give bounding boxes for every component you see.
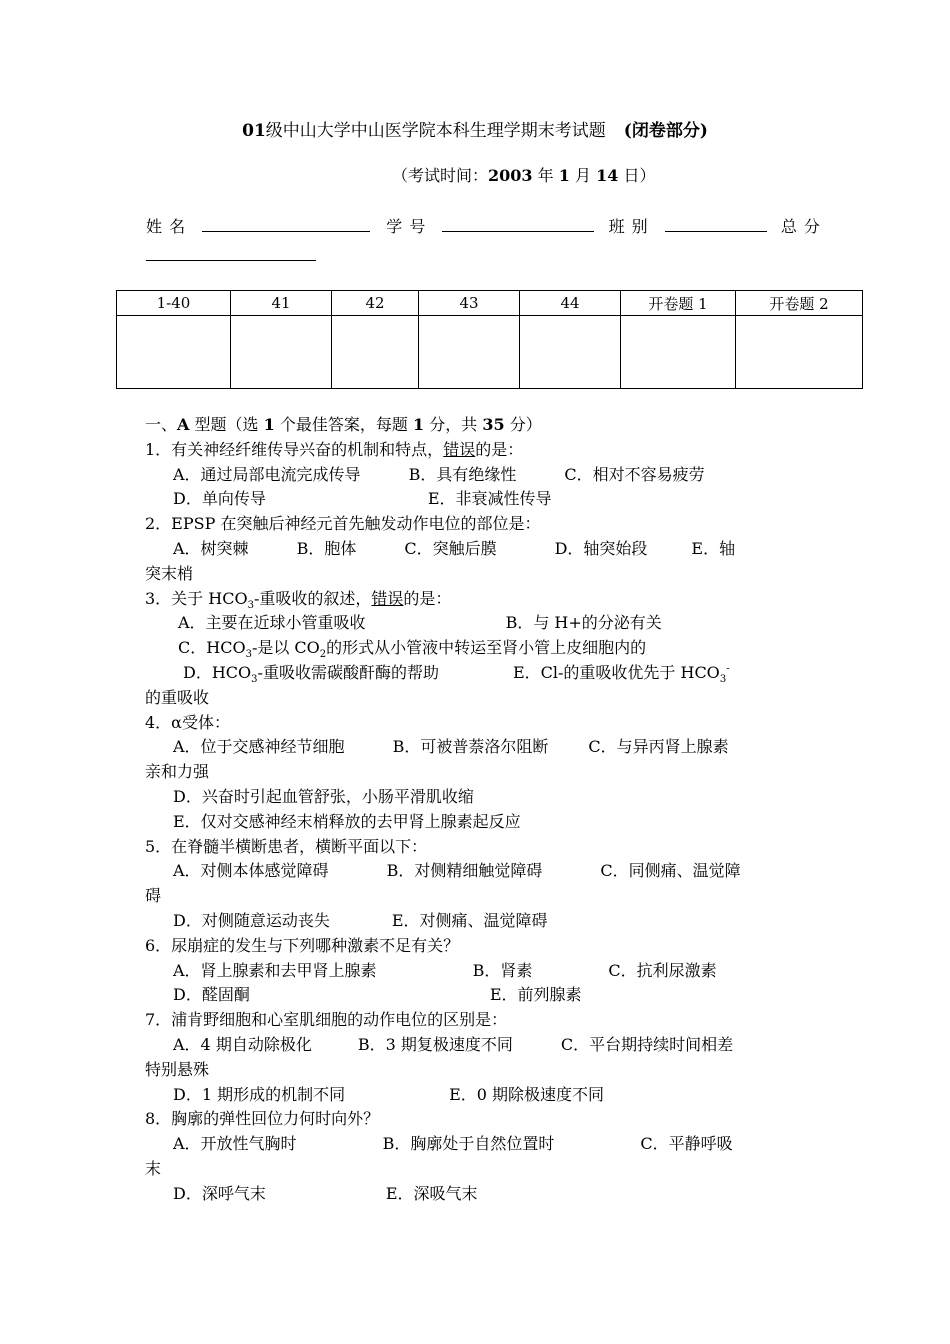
question-stem: 4．α受体： [145, 712, 230, 732]
option[interactable]: A．主要在近球小管重吸收 [178, 613, 366, 633]
score-col-header: 开卷题 2 [736, 291, 863, 316]
option[interactable]: C．$HCO_3-$是以 $CO_2$的形式从小管液中转运至肾小管上皮细胞内的 [178, 638, 647, 661]
options-row [145, 959, 815, 984]
options-row [145, 810, 815, 835]
total-field-row [146, 246, 316, 265]
score-col-header: 43 [419, 291, 520, 316]
option[interactable]: B．可被普萘洛尔阻断 [392, 737, 549, 757]
option[interactable]: A．通过局部电流完成传导 [173, 464, 361, 484]
option[interactable]: E．Cl-的重吸收优先于 $HCO_3^-$ [512, 662, 730, 686]
question-stem: 2．EPSP 在突触后神经元首先触发动作电位的部位是： [145, 514, 541, 534]
title-grade: 01 [242, 121, 266, 141]
option[interactable]: C．同侧痛、温觉障 [600, 861, 741, 881]
score-col-header: 44 [520, 291, 621, 316]
score-table-header [117, 291, 863, 316]
name-label: 姓 名 [146, 217, 187, 236]
options-row [145, 636, 815, 661]
option[interactable]: E．仅对交感神经末梢释放的去甲肾上腺素起反应 [173, 811, 521, 831]
option[interactable]: E．深吸气末 [385, 1183, 478, 1203]
option[interactable]: D．轴突始段 [554, 538, 648, 558]
option[interactable]: B．胞体 [296, 538, 357, 558]
id-label: 学 号 [386, 217, 427, 236]
option[interactable]: B．与 H+的分泌有关 [505, 613, 662, 633]
option[interactable]: D．对侧随意运动丧失 [173, 910, 330, 930]
options-row [145, 785, 815, 810]
option[interactable]: D．单向传导 [173, 489, 266, 509]
question-section [145, 413, 815, 1207]
option[interactable]: C．突触后膜 [404, 538, 497, 558]
score-cell[interactable] [736, 316, 863, 389]
option[interactable]: D．深呼气末 [173, 1183, 266, 1203]
options-row [145, 983, 815, 1008]
student-info-row [146, 214, 821, 237]
options-row [145, 1033, 815, 1058]
option[interactable]: B．具有绝缘性 [408, 464, 517, 484]
options-row [145, 661, 815, 686]
option[interactable]: E．0 期除极速度不同 [449, 1084, 605, 1104]
class-field[interactable] [665, 217, 767, 232]
options-row [145, 463, 815, 488]
option[interactable]: A．位于交感神经节细胞 [173, 737, 345, 757]
option-continuation: 亲和力强 [145, 762, 210, 782]
option[interactable]: A．树突棘 [173, 538, 249, 558]
score-col-header: 开卷题 1 [621, 291, 736, 316]
option[interactable]: D．$HCO_3-$重吸收需碳酸酐酶的帮助 [183, 662, 439, 686]
question-stem: 8．胸廓的弹性回位力何时向外？ [145, 1109, 380, 1129]
options-row [145, 909, 815, 934]
option[interactable]: A．4 期自动除极化 [173, 1034, 312, 1054]
option[interactable]: D．醛固酮 [173, 985, 250, 1005]
score-col-header: 41 [231, 291, 332, 316]
option-continuation: 末 [145, 1158, 162, 1178]
id-field[interactable] [442, 217, 594, 232]
option[interactable]: A．肾上腺素和去甲肾上腺素 [173, 960, 377, 980]
option[interactable]: D．兴奋时引起血管舒张，小肠平滑肌收缩 [173, 786, 474, 806]
score-col-header: 1-40 [117, 291, 231, 316]
option[interactable]: B．3 期复极速度不同 [357, 1034, 513, 1054]
exam-time: （考试时间：2003 年 1 月 14 日） [392, 166, 656, 185]
option[interactable]: B．对侧精细触觉障碍 [386, 861, 543, 881]
question-stem: 7．浦肯野细胞和心室肌细胞的动作电位的区别是： [145, 1010, 508, 1030]
score-table-row [117, 316, 863, 389]
score-cell[interactable] [231, 316, 332, 389]
question-stem: 1．有关神经纤维传导兴奋的机制和特点，错误的是： [145, 439, 524, 459]
option[interactable]: B．胸廓处于自然位置时 [382, 1134, 555, 1154]
options-row [145, 537, 815, 562]
option-continuation: 特别悬殊 [145, 1059, 210, 1079]
option[interactable]: E．前列腺素 [489, 985, 582, 1005]
score-cell[interactable] [117, 316, 231, 389]
options-row [145, 1132, 815, 1157]
option[interactable]: E．对侧痛、温觉障碍 [391, 910, 548, 930]
score-col-header: 42 [332, 291, 419, 316]
page-title [0, 116, 950, 141]
option[interactable]: D．1 期形成的机制不同 [173, 1084, 346, 1104]
question-stem: 5．在脊髓半横断患者，横断平面以下： [145, 836, 428, 856]
score-cell[interactable] [332, 316, 419, 389]
option[interactable]: C．与异丙肾上腺素 [588, 737, 729, 757]
name-field[interactable] [202, 217, 370, 232]
option[interactable]: E．非衰减性传导 [427, 489, 552, 509]
total-field[interactable] [146, 246, 316, 261]
option-continuation: 的重吸收 [145, 687, 210, 707]
options-row [145, 859, 815, 884]
options-row [145, 487, 815, 512]
question-stem: 6．尿崩症的发生与下列哪种激素不足有关？ [145, 935, 460, 955]
option[interactable]: A．开放性气胸时 [173, 1134, 297, 1154]
option[interactable]: C．抗利尿激素 [608, 960, 717, 980]
score-table [116, 290, 863, 389]
title-part: (闭卷部分) [623, 121, 708, 141]
option[interactable]: A．对侧本体感觉障碍 [173, 861, 329, 881]
score-cell[interactable] [621, 316, 736, 389]
option[interactable]: B．肾素 [472, 960, 533, 980]
option[interactable]: C．相对不容易疲劳 [564, 464, 705, 484]
question-stem: 3．关于 $HCO_3-$重吸收的叙述，错误的是： [145, 588, 452, 611]
option-continuation: 碍 [145, 886, 162, 906]
option[interactable]: C．平静呼吸 [640, 1134, 733, 1154]
score-cell[interactable] [419, 316, 520, 389]
options-row [145, 1182, 815, 1207]
section-heading: 一、A 型题（选 1 个最佳答案，每题 1 分，共 35 分） [145, 415, 542, 434]
option[interactable]: E．轴 [691, 538, 736, 558]
options-row [145, 1083, 815, 1108]
class-label: 班 别 [608, 217, 649, 236]
options-row [145, 611, 815, 636]
total-label: 总 分 [780, 217, 821, 236]
option-continuation: 突末梢 [145, 563, 194, 583]
option[interactable]: C．平台期持续时间相差 [560, 1034, 734, 1054]
title-text: 级中山大学中山医学院本科生理学期末考试题 [265, 121, 606, 141]
options-row [145, 735, 815, 760]
score-cell[interactable] [520, 316, 621, 389]
